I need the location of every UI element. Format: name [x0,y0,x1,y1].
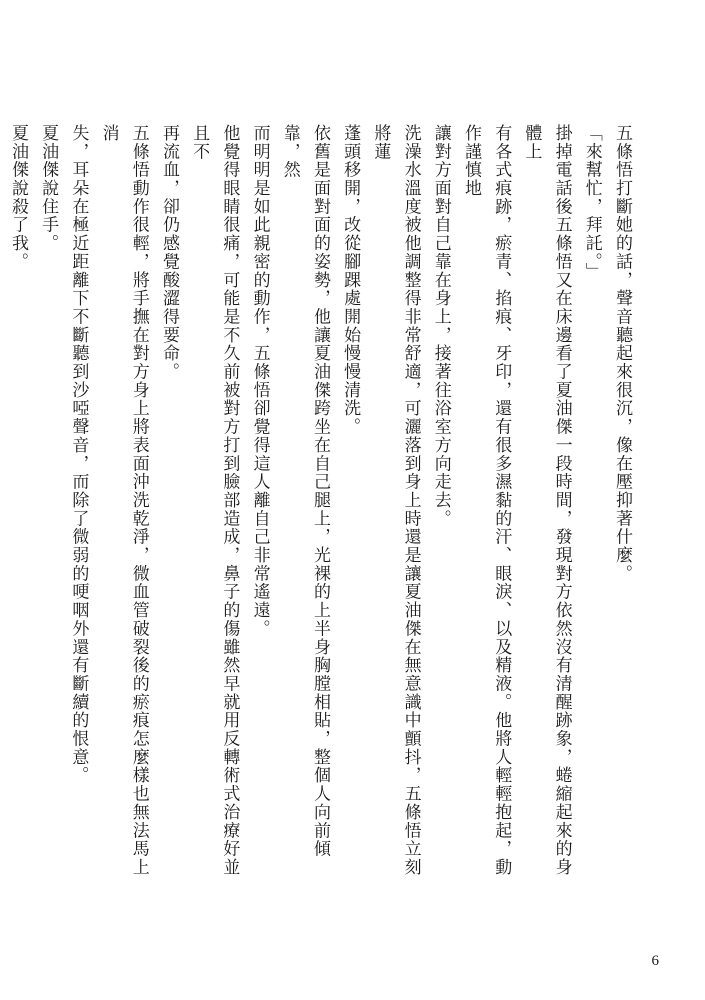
page-number: 6 [651,953,659,969]
paragraph: 「來幫忙，拜託。」 [581,124,602,281]
paragraph: 夏油傑說殺了我。 [7,124,28,271]
paragraph: 掛掉電話後五條悟又在床邊看了夏油傑一段時間，發現對方依然沒有清醒跡象，蜷縮起來的身體上 [521,124,572,877]
paragraph: 他覺得眼睛很痛，可能是不久前被對方打到臉部造成，鼻子的傷雖然早就用反轉術式治療好並且不 [189,124,240,877]
paragraph: 再流血，卻仍感覺酸澀得要命。 [158,124,179,381]
vertical-text-body [0,124,637,894]
paragraph: 洗澡水溫度被他調整得非常舒適，可灑落到身上時還是讓夏油傑在無意識中顫抖，五條悟立刻將蓮 [370,124,421,877]
paragraph: 失，耳朵在極近距離下不斷聽到沙啞聲音，而除了微弱的哽咽外還有斷續的恨意。 [68,124,89,785]
paragraph: 有各式痕跡，瘀青、掐痕、牙印，還有很多濕黏的汗、眼淚、以及精液。他將人輕輕抱起，動作謹慎地 [460,124,512,877]
paragraph: 依舊是面對面的姿勢，他讓夏油傑跨坐在自己腿上，光裸的上半身胸膛相貼，整個人向前傾靠，然 [279,124,330,858]
paragraph: 五條悟動作很輕，將手撫在對方身上將表面沖洗乾淨，微血管破裂後的瘀痕怎麼樣也無法馬上消 [98,124,149,877]
paragraph: 五條悟打斷她的話，聲音聽起來很沉，像在壓抑著什麼。 [612,124,632,583]
paragraph [0,124,3,894]
paragraph: 讓對方面對自己靠在身上，接著往浴室方向走去。 [430,124,451,528]
paragraph: 蓬頭移開，改從腳踝處開始慢慢清洗。 [340,124,361,436]
paragraph: 夏油傑說住手。 [38,124,59,253]
paragraph: 而明明是如此親密的動作，五條悟卻覺得這人離自己非常遙遠。 [249,124,270,638]
